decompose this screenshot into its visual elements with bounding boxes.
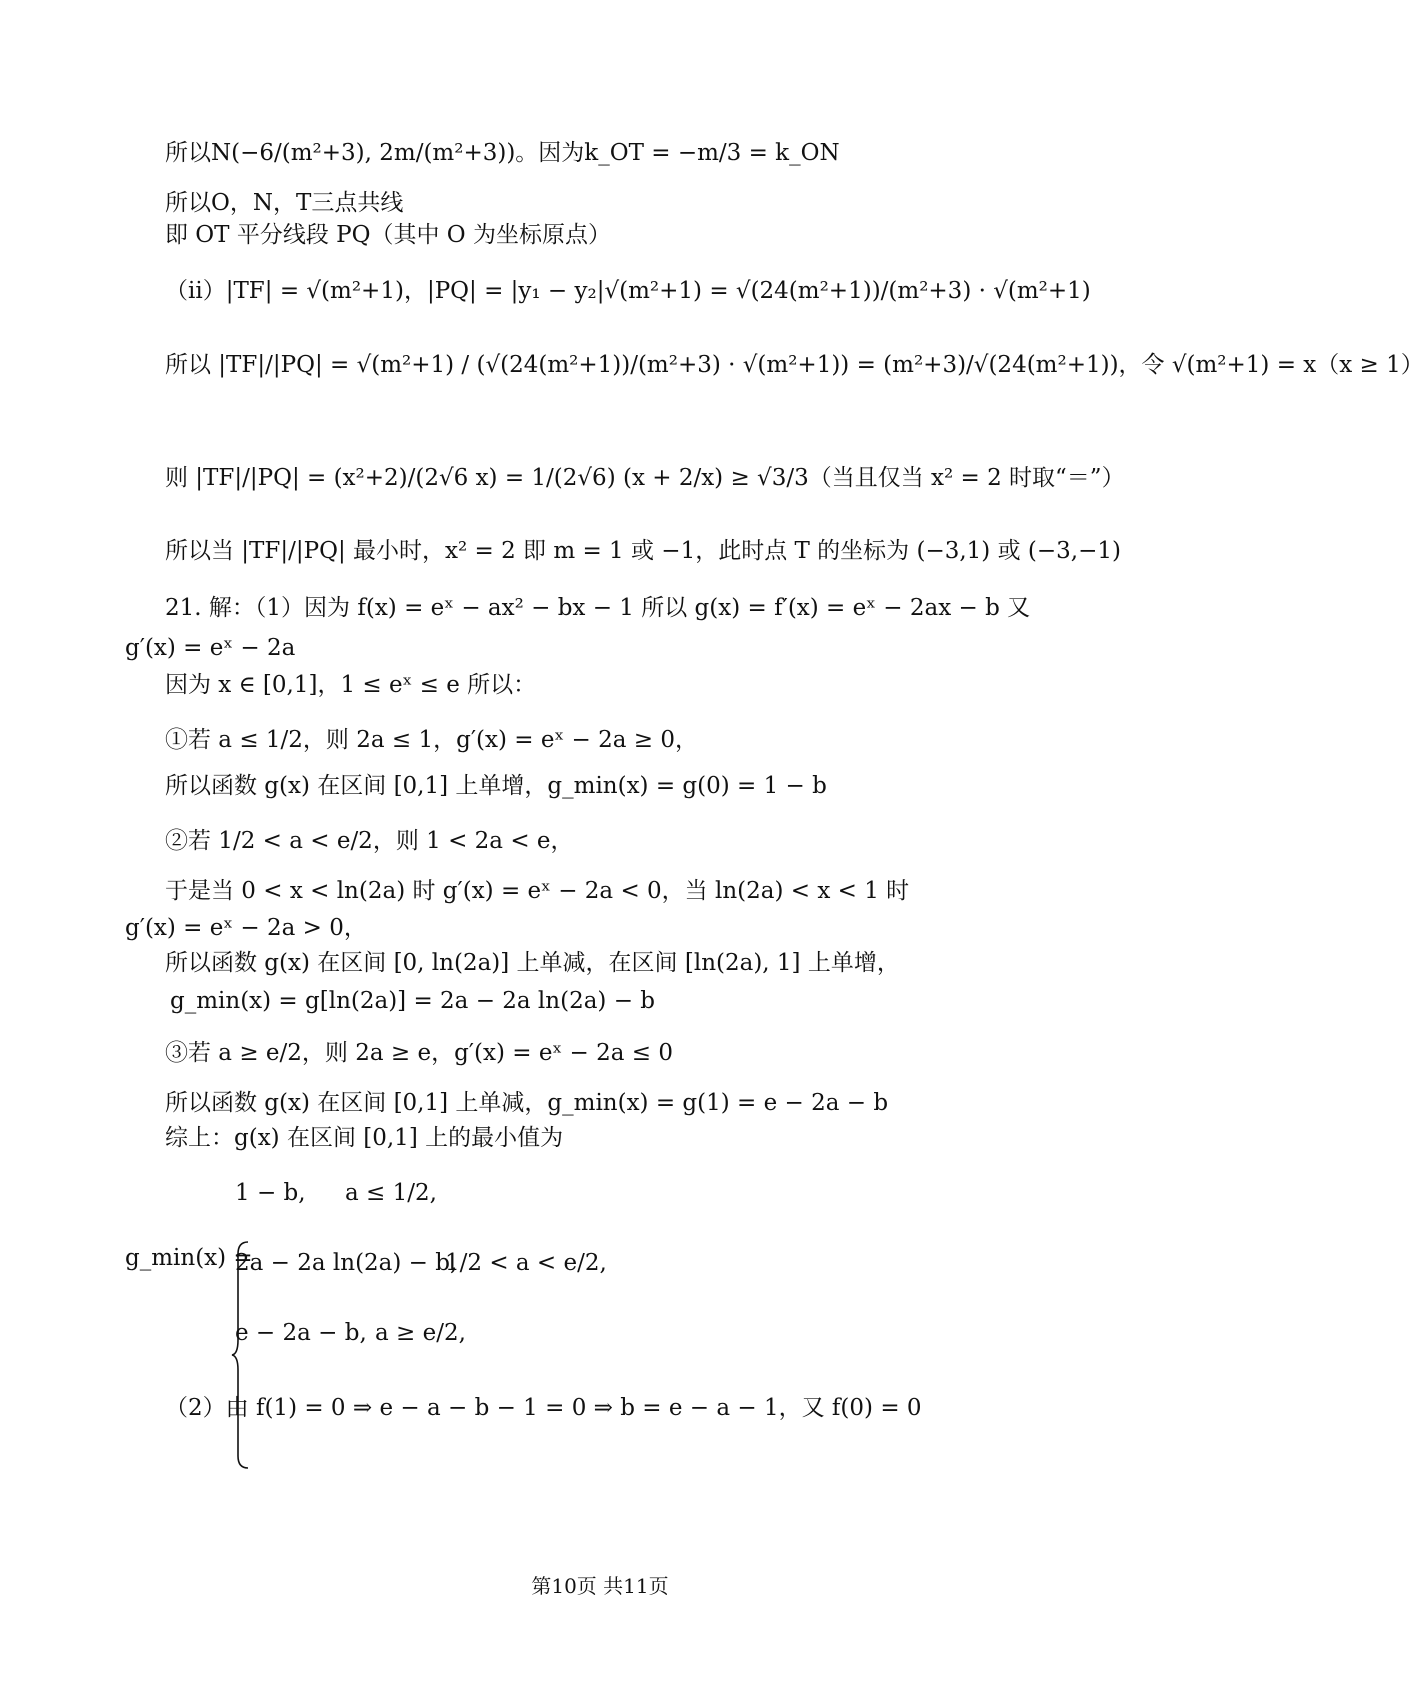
- line-case-2-sign: 于是当 0 < x < ln(2a) 时 g′(x) = eˣ − 2a < 0，当 ln(2a) < x < 1 时: [165, 878, 910, 904]
- line-ot-bisects-pq: 即 OT 平分线段 PQ（其中 O 为坐标原点）: [165, 222, 611, 248]
- line-case-3: ③若 a ≥ e/2，则 2a ≥ e，g′(x) = eˣ − 2a ≤ 0: [165, 1040, 673, 1066]
- line-g-derivative: g′(x) = eˣ − 2a: [125, 635, 296, 661]
- piecewise-case-2-expr: 2a − 2a ln(2a) − b,: [235, 1250, 458, 1276]
- piecewise-case-2-cond: 1/2 < a < e/2,: [445, 1250, 607, 1276]
- piecewise-case-3-expr: e − 2a − b,: [235, 1320, 367, 1346]
- line-case-2-positive: g′(x) = eˣ − 2a > 0，: [125, 915, 367, 941]
- line-ratio-substitution: 所以 |TF|/|PQ| = √(m²+1) / (√(24(m²+1))/(m²+3) · √(m²+1)) = (m²+3)/√(24(m²+1))，令 √(m²+1) = x（x ≥ 1）: [165, 352, 1424, 378]
- line-case-3-result: 所以函数 g(x) 在区间 [0,1] 上单减，g_min(x) = g(1) = e − 2a − b: [165, 1090, 889, 1116]
- line-piecewise-lhs: g_min(x) =: [125, 1245, 253, 1271]
- line-case-1-result: 所以函数 g(x) 在区间 [0,1] 上单增，g_min(x) = g(0) = 1 − b: [165, 773, 827, 799]
- line-ratio-minimum: 所以当 |TF|/|PQ| 最小时，x² = 2 即 m = 1 或 −1，此时点 T 的坐标为 (−3,1) 或 (−3,−1): [165, 538, 1121, 564]
- line-problem-21: 21. 解：（1）因为 f(x) = eˣ − ax² − bx − 1 所以 g(x) = f′(x) = eˣ − 2ax − b 又: [165, 595, 1031, 621]
- piecewise-case-1-cond: a ≤ 1/2,: [345, 1180, 437, 1206]
- line-part-ii-lengths: （ii）|TF| = √(m²+1)，|PQ| = |y₁ − y₂|√(m²+1) = √(24(m²+1))/(m²+3) · √(m²+1): [165, 278, 1091, 304]
- line-case-1: ①若 a ≤ 1/2，则 2a ≤ 1，g′(x) = eˣ − 2a ≥ 0，: [165, 727, 698, 753]
- line-case-2: ②若 1/2 < a < e/2，则 1 < 2a < e，: [165, 828, 574, 854]
- line-n-coordinates: 所以N(−6/(m²+3), 2m/(m²+3))。因为k_OT = −m/3 = k_ON: [165, 140, 840, 166]
- line-x-domain: 因为 x ∈ [0,1]，1 ≤ eˣ ≤ e 所以：: [165, 672, 537, 698]
- line-collinear: 所以O，N，T三点共线: [165, 190, 404, 216]
- line-part-2: （2）由 f(1) = 0 ⇒ e − a − b − 1 = 0 ⇒ b = e − a − 1，又 f(0) = 0: [165, 1395, 922, 1421]
- piecewise-case-1-expr: 1 − b,: [235, 1180, 306, 1206]
- piecewise-case-3-cond: a ≥ e/2,: [375, 1320, 466, 1346]
- line-summary: 综上：g(x) 在区间 [0,1] 上的最小值为: [165, 1125, 564, 1151]
- line-case-2-monotonic: 所以函数 g(x) 在区间 [0, ln(2a)] 上单减，在区间 [ln(2a), 1] 上单增，: [165, 950, 900, 976]
- line-case-2-min: g_min(x) = g[ln(2a)] = 2a − 2a ln(2a) − b: [170, 988, 656, 1014]
- page-footer: 第10页 共11页: [531, 1574, 669, 1598]
- line-ratio-inequality: 则 |TF|/|PQ| = (x²+2)/(2√6 x) = 1/(2√6) (x + 2/x) ≥ √3/3（当且仅当 x² = 2 时取“＝”）: [165, 465, 1125, 491]
